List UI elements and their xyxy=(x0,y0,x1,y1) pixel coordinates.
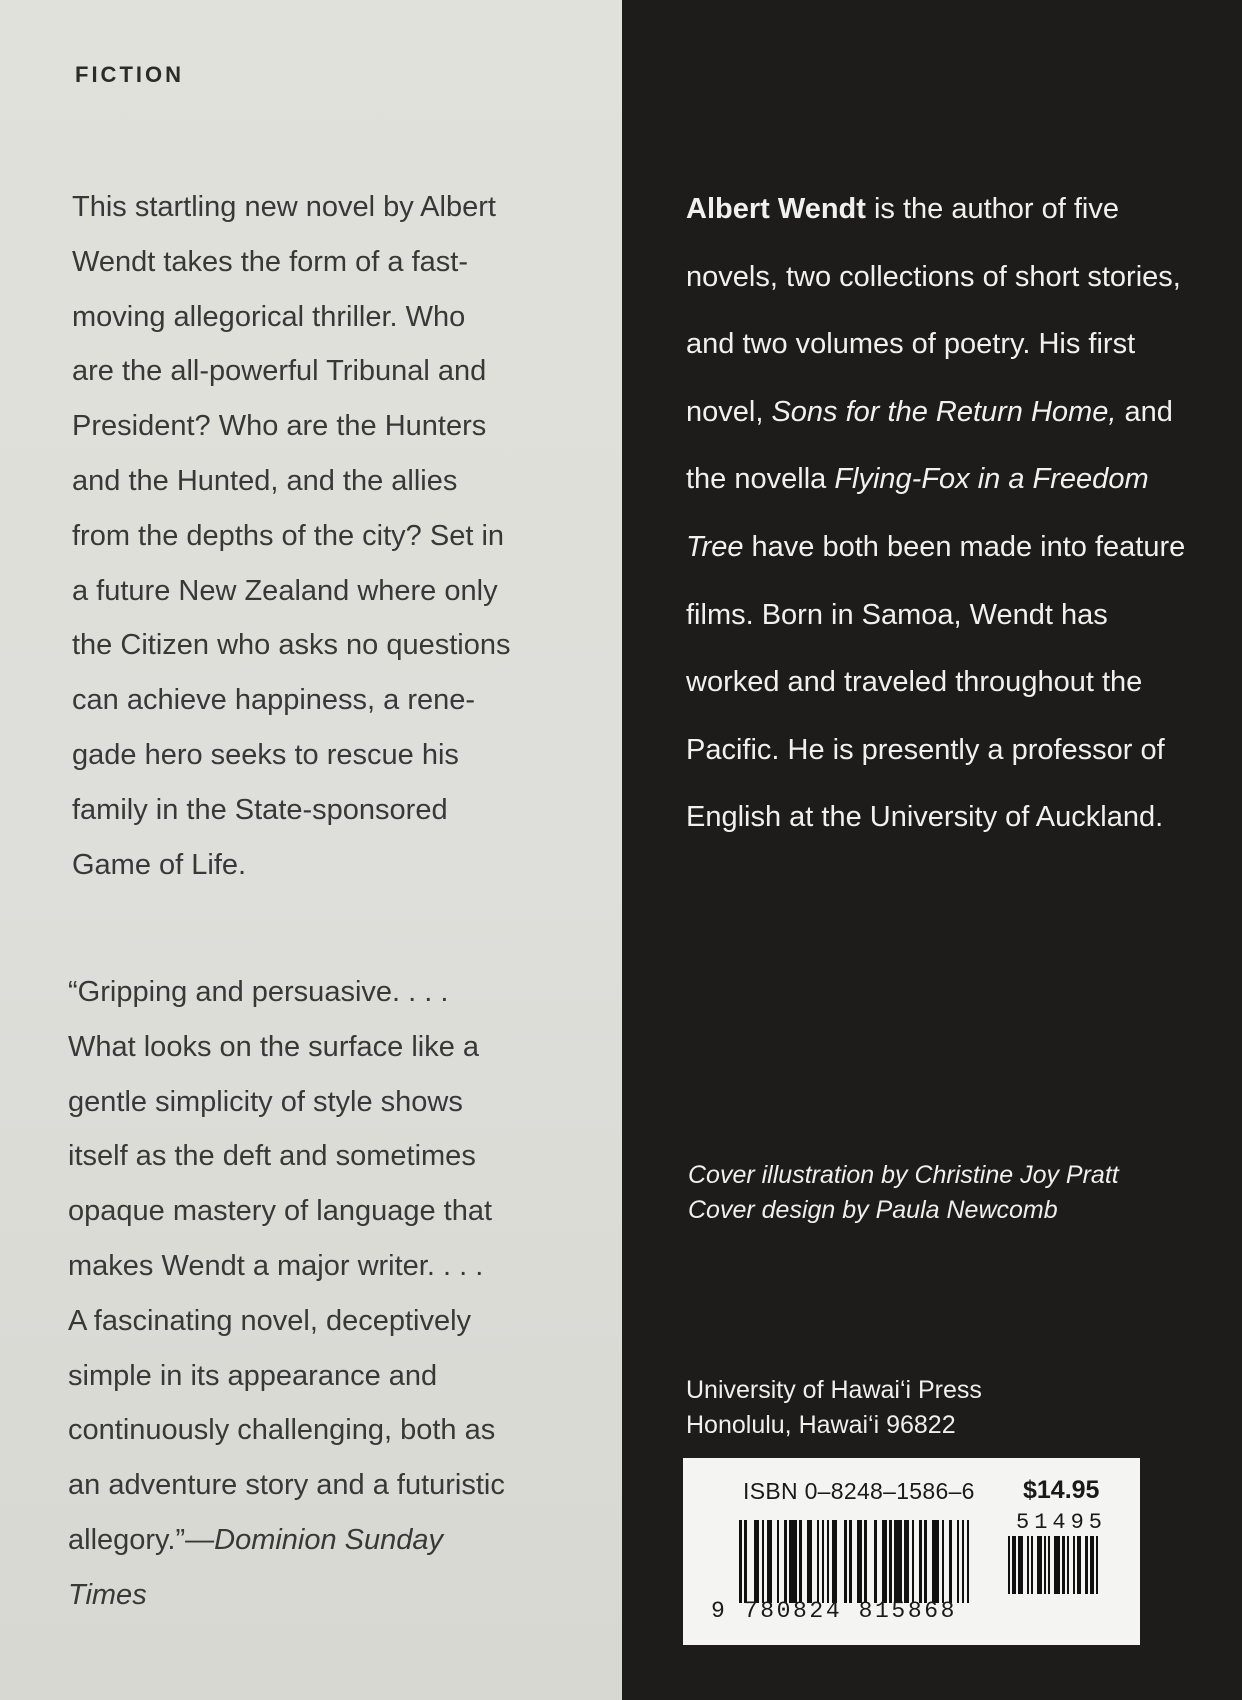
quote-line: continuously challenging, both as xyxy=(68,1414,496,1447)
quote-line: opaque mastery of language that xyxy=(68,1195,493,1228)
quote-line: an adventure story and a futuristic xyxy=(68,1469,505,1502)
blurb-line: from the depths of the city? Set in xyxy=(72,519,505,552)
barcode-bar xyxy=(894,1520,902,1603)
quote-source: Dominion Sunday xyxy=(214,1523,444,1556)
price: $14.95 xyxy=(1023,1476,1100,1504)
quote-line: makes Wendt a major writer. . . . xyxy=(68,1249,484,1282)
blurb-line: moving allegorical thriller. Who xyxy=(72,300,466,333)
review-quote xyxy=(68,965,588,1623)
blurb-line: a future New Zealand where only xyxy=(72,574,498,607)
publisher-name: University of Hawai‘i Press xyxy=(686,1376,982,1404)
publisher-address: Honolulu, Hawai‘i 96822 xyxy=(686,1411,956,1439)
quote-line xyxy=(68,1513,588,1568)
blurb-line: This startling new novel by Albert xyxy=(72,191,496,223)
design-credit: Cover design by Paula Newcomb xyxy=(688,1196,1058,1224)
barcode-bar xyxy=(867,1520,875,1603)
blurb-line: family in the State-sponsored xyxy=(72,793,448,826)
barcode-bar xyxy=(932,1520,940,1603)
bio-text: and the novella xyxy=(686,395,1173,496)
blurb-line: Game of Life. xyxy=(72,848,247,881)
blurb-line: and the Hunted, and the allies xyxy=(72,464,458,497)
blurb-line: President? Who are the Hunters xyxy=(72,410,487,443)
cover-credits xyxy=(688,1158,1208,1228)
ean-barcode xyxy=(739,1520,985,1603)
quote-source: Times xyxy=(68,1578,147,1611)
quote-line xyxy=(68,1568,588,1623)
author-name: Albert Wendt xyxy=(686,193,866,225)
book-title: Sons for the Return Home, xyxy=(771,395,1117,428)
price-addon-digits: 51495 xyxy=(1016,1510,1108,1535)
barcode-bar xyxy=(789,1520,797,1603)
quote-line: “Gripping and persuasive. . . . xyxy=(68,976,449,1008)
illustration-credit: Cover illustration by Christine Joy Pratt xyxy=(688,1161,1119,1189)
blurb-line: gade hero seeks to rescue his xyxy=(72,738,459,771)
barcode-bar xyxy=(747,1520,755,1603)
quote-line: simple in its appearance and xyxy=(68,1359,438,1392)
synopsis-blurb xyxy=(72,180,592,892)
quote-closing-text: allegory.”— xyxy=(68,1523,215,1556)
barcode-bar xyxy=(837,1520,845,1603)
quote-line: itself as the deft and sometimes xyxy=(68,1140,476,1173)
blurb-line: are the all-powerful Tribunal and xyxy=(72,355,487,388)
price-addon-barcode xyxy=(1008,1536,1118,1594)
book-title: Flying-Fox in a Freedom Tree xyxy=(686,463,1149,563)
barcode-bar xyxy=(967,1520,970,1603)
bio-text: is the author of five novels, two collections of short stories, and two volumes of poetry. His first novel, xyxy=(686,193,1181,428)
category-label: FICTION xyxy=(75,62,184,87)
quote-line: gentle simplicity of style shows xyxy=(68,1085,463,1118)
author-bio xyxy=(686,176,1206,852)
barcode-bar xyxy=(1098,1536,1100,1594)
publisher-info xyxy=(686,1373,1206,1443)
bio-text: have both been made into feature films. Born in Samoa, Wendt has worked and traveled throughout the Pacific. He is presently a professor of English at the University of Auckland. xyxy=(686,530,1186,834)
blurb-line: can achieve happiness, a rene- xyxy=(72,684,476,717)
isbn: ISBN 0–8248–1586–6 xyxy=(743,1478,975,1504)
blurb-line: Wendt takes the form of a fast- xyxy=(72,245,468,278)
quote-line: A fascinating novel, deceptively xyxy=(68,1304,472,1337)
blurb-line: the Citizen who asks no questions xyxy=(72,629,511,662)
ean-digits: 9 780824 815868 xyxy=(711,1598,958,1624)
barcode-box xyxy=(683,1458,1140,1645)
quote-line: What looks on the surface like a xyxy=(68,1030,480,1063)
